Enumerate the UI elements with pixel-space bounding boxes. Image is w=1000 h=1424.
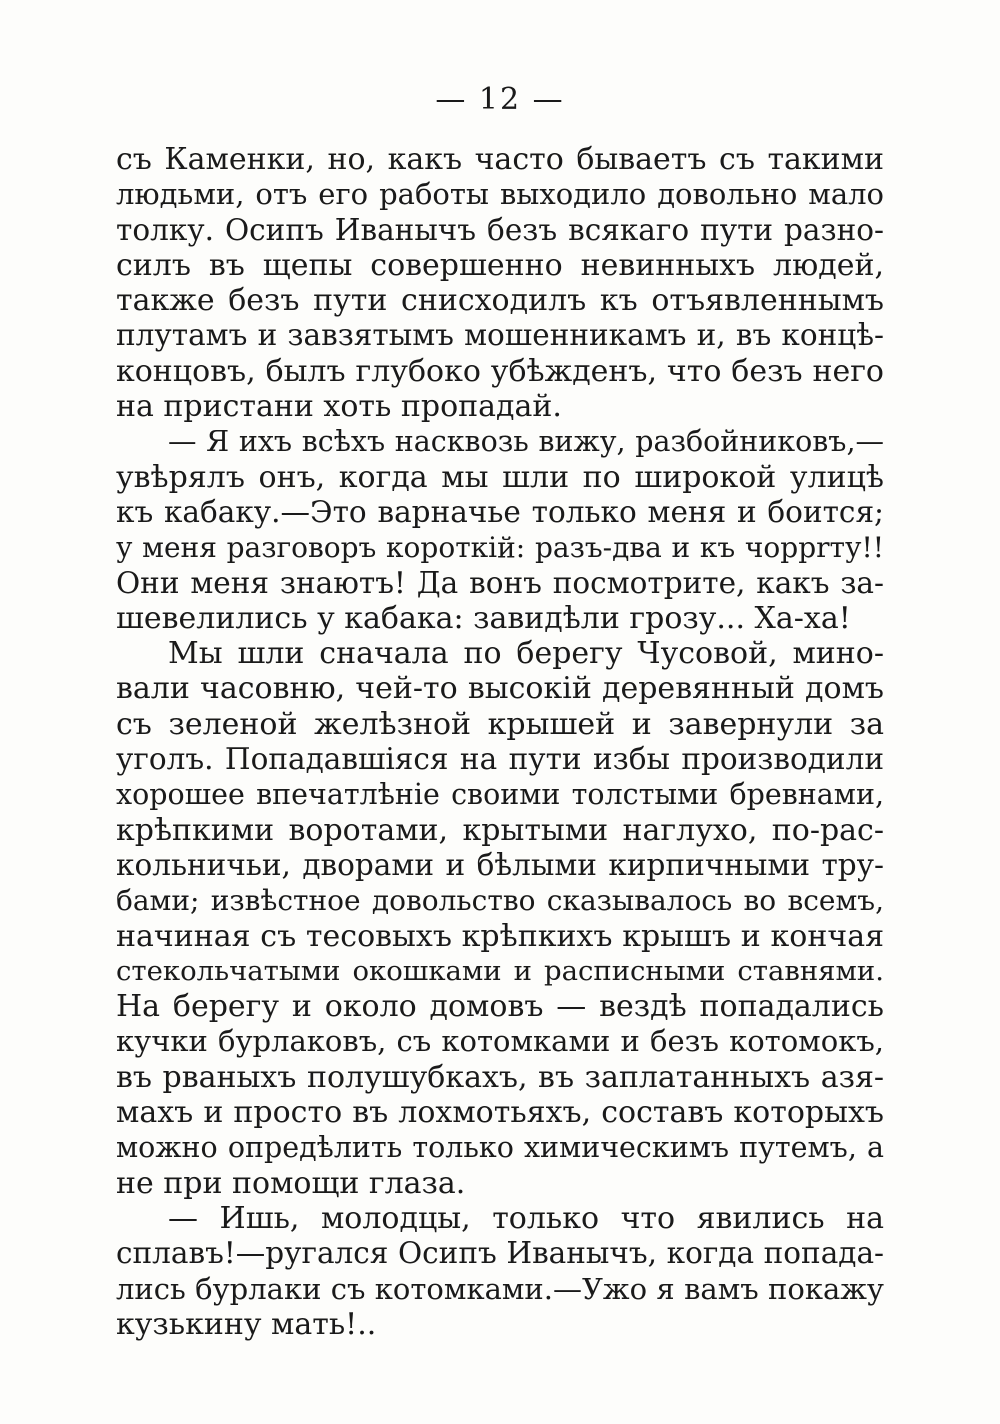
text-line: шевелились у кабака: завидѣли грозу... Ха-ха! (116, 600, 851, 636)
text-line: крѣпкими воротами, крытыми наглухо, по-рас- (116, 812, 884, 848)
text-line: вали часовню, чей-то высокій деревянный домъ (116, 671, 884, 707)
text-body (116, 142, 884, 1342)
text-line: сплавъ!—ругался Осипъ Иванычъ, когда попада- (116, 1236, 884, 1271)
text-line: уголъ. Попадавшіяся на пути избы производили (116, 742, 884, 777)
text-line: бами; извѣстное довольство сказывалось во всемъ, (116, 884, 884, 918)
text-line: стекольчатыми окошками и расписными ставнями. (116, 954, 884, 987)
text-line: къ кабаку.—Это варначье только меня и боится; (116, 494, 884, 529)
text-line: на пристани хоть пропадай. (116, 389, 562, 425)
text-line: можно опредѣлить только химическимъ путемъ, а (116, 1131, 884, 1165)
text-line: увѣрялъ онъ, когда мы шли по широкой улицѣ (116, 459, 884, 495)
text-line: махъ и просто въ лохмотьяхъ, составъ которыхъ (116, 1095, 884, 1131)
text-line: плутамъ и завзятымъ мошенникамъ и, въ концѣ- (116, 318, 884, 353)
text-line: хорошее впечатлѣніе своими толстыми бревнами, (116, 778, 884, 812)
text-line: кольничьи, дворами и бѣлыми кирпичными тру- (116, 847, 884, 882)
text-line: кучки бурлаковъ, съ котомками и безъ котомокъ, (116, 1024, 884, 1059)
text-line: Мы шли сначала по берегу Чусовой, мино- (168, 636, 884, 672)
text-line: съ зеленой желѣзной крышей и завернули за (116, 706, 884, 742)
text-line: начиная съ тесовыхъ крѣпкихъ крышъ и кончая (116, 918, 884, 954)
text-line: — Ишь, молодцы, только что явились на (168, 1200, 884, 1236)
text-line: съ Каменки, но, какъ часто бываетъ съ такими (116, 142, 884, 177)
text-line: въ рваныхъ полушубкахъ, въ заплатанныхъ азя- (116, 1059, 884, 1095)
text-line: На берегу и около домовъ — вездѣ попадались (116, 989, 884, 1025)
text-line: у меня разговоръ короткій: разъ-два и къ чоррrту!! (116, 531, 884, 565)
text-line: также безъ пути снисходилъ къ отъявленнымъ (116, 283, 884, 319)
text-line: Они меня знаютъ! Да вонъ посмотрите, какъ за- (116, 565, 884, 600)
text-line: людьми, отъ его работы выходило довольно мало (116, 177, 884, 212)
text-line: — Я ихъ всѣхъ насквозь вижу, разбойниковъ,— (168, 425, 884, 459)
text-line: не при помощи глаза. (116, 1165, 466, 1201)
text-line: лись бурлаки съ котомками.—Ужо я вамъ покажу (116, 1271, 884, 1306)
text-line: силъ въ щепы совершенно невинныхъ людей, (116, 247, 884, 283)
text-line: кузькину мать!.. (116, 1306, 377, 1342)
page-number: — 12 — (435, 82, 565, 117)
text-line: концовъ, былъ глубоко убѣжденъ, что безъ него (116, 353, 884, 389)
text-line: толку. Осипъ Иванычъ безъ всякаго пути разно- (116, 212, 884, 247)
